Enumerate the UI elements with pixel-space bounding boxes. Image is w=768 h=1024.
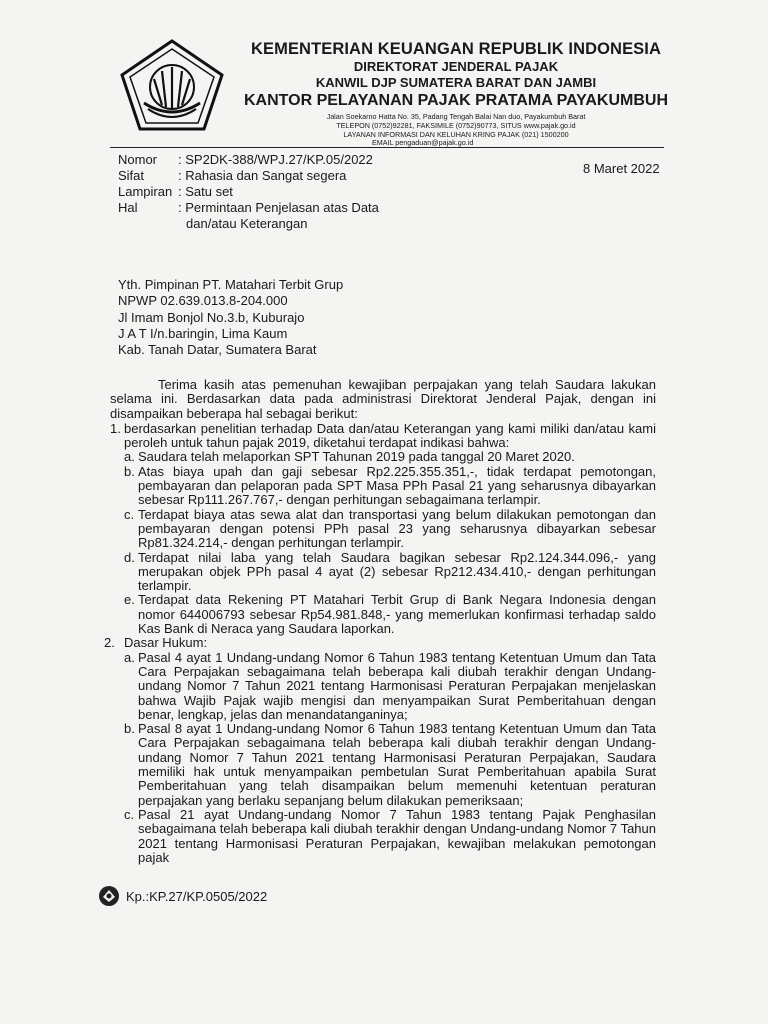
document-footer [98, 885, 267, 907]
directorate-title: DIREKTORAT JENDERAL PAJAK [353, 59, 559, 74]
recipient-name: Yth. Pimpinan PT. Matahari Terbit Grup [118, 277, 344, 292]
letterhead-divider [110, 147, 664, 148]
recipient-npwp: NPWP 02.639.013.8-204.000 [118, 293, 288, 309]
hal-value-cont: dan/atau Keterangan [186, 216, 308, 231]
intro-paragraph: Terima kasih atas pemenuhan kewajiban perpajakan yang telah Saudara lakukan selama ini. Berdasarkan data pada administrasi Direktorat Jenderal Pajak, dengan ini disampaikan beberapa hal sebagai berikut: [110, 377, 656, 421]
lampiran-value: : Satu set [178, 184, 233, 199]
lampiran-label: Lampiran [118, 184, 173, 199]
nomor-value: : SP2DK-388/WPJ.27/KP.05/2022 [178, 152, 373, 167]
letterhead [236, 40, 676, 139]
tax-office-title: KANTOR PELAYANAN PAJAK PRATAMA PAYAKUMBUH [243, 92, 669, 109]
recipient-area: J A T I/n.baringin, Lima Kaum [118, 325, 288, 341]
footer-code: Kp.:KP.27/KP.0505/2022 [126, 888, 268, 904]
kemenkeu-mark-icon [98, 885, 120, 907]
point-1e-text: Terdapat data Rekening PT Matahari Terbit Grup di Bank Negara Indonesia dengan nomor 644006793 sebesar Rp54.981.848,- yang memerlukan konfirmasi terhadap saldo Kas Bank di Neraca yang Saudara laporkan. [138, 592, 656, 637]
letter-date: 8 Maret 2022 [583, 161, 660, 176]
hal-label: Hal [118, 200, 138, 215]
point-1c-text: Terdapat biaya atas sewa alat dan transportasi yang belum dilakukan pemotongan dan pembayaran dengan potensi PPh pasal 23 yang seharusnya dibayarkan sebesar Rp81.324.214,- dengan perhitungan terlampir. [138, 506, 656, 551]
sub-letter: c. [124, 506, 135, 522]
sub-letter: a. [124, 649, 135, 665]
ministry-title: KEMENTERIAN KEUANGAN REPUBLIK INDONESIA [250, 40, 661, 58]
item-number: 2. [104, 635, 115, 651]
letter-body [104, 377, 656, 865]
point-2-text: Dasar Hukum: [124, 635, 208, 651]
point-2a-text: Pasal 4 ayat 1 Undang-undang Nomor 6 Tahun 1983 tentang Ketentuan Umum dan Tata Cara Perpajakan sebagaimana telah beberapa kali diubah terakhir dengan Undang-undang Nomor 7 Tahun 2021 tentang Harmonisasi Peraturan Perpajakan menjelaskan bahwa Wajib Pajak wajib mengisi dan menyampaikan Surat Pemberitahuan dengan benar, lengkap, jelas dan menandatanganinya; [138, 649, 656, 722]
point-2b-text: Pasal 8 ayat 1 Undang-undang Nomor 6 Tahun 1983 tentang Ketentuan Umum dan Tata Cara Perpajakan sebagaimana telah beberapa kali diubah terakhir dengan Undang-undang Nomor 7 Tahun 2021 tentang Harmonisasi Peraturan Perpajakan, Saudara memiliki hak untuk menyampaikan pembetulan Surat Pemberitahuan apabila Surat Pemberitahuan yang telah disampaikan belum memenuhi ketentuan peraturan perpajakan yang berlaku sepanjang belum dilakukan pemeriksaan; [138, 721, 656, 808]
sub-letter: b. [124, 463, 135, 479]
point-2c-text: Pasal 21 ayat Undang-undang Nomor 7 Tahun 1983 tentang Pajak Penghasilan sebagaimana telah beberapa kali diubah terakhir dengan Undang-undang Nomor 7 Tahun 2021 tentang Harmonisasi Peraturan Perpajakan, kewajiban melakukan pemotongan pajak [138, 806, 656, 865]
hal-value: : Permintaan Penjelasan atas Data [178, 200, 379, 215]
sifat-value: : Rahasia dan Sangat segera [178, 168, 347, 183]
address-line: Jalan Soekarno Hatta No. 35, Padang Tengah Balai Nan duo, Payakumbuh Barat [326, 112, 586, 121]
regional-office-title: KANWIL DJP SUMATERA BARAT DAN JAMBI [315, 75, 597, 90]
sub-letter: a. [124, 449, 135, 465]
point-1d-text: Terdapat nilai laba yang telah Saudara bagikan sebesar Rp2.124.344.096,- yang merupakan objek PPh pasal 4 ayat (2) sebesar Rp212.434.410,- dengan perhitungan terlampir. [138, 549, 656, 594]
ministry-emblem-icon [118, 37, 226, 133]
point-1-text: berdasarkan penelitian terhadap Data dan/atau Keterangan yang kami miliki dan/atau kami peroleh untuk tahun pajak 2019, diketahui terdapat indikasi bahwa: [124, 420, 656, 451]
email-line: EMAIL pengaduan@pajak.go.id [372, 138, 474, 147]
sub-letter: e. [124, 592, 135, 608]
item-number: 1. [110, 420, 121, 436]
sub-letter: c. [124, 806, 135, 822]
recipient-region: Kab. Tanah Datar, Sumatera Barat [118, 342, 317, 358]
point-1a-text: Saudara telah melaporkan SPT Tahunan 2019 pada tanggal 20 Maret 2020. [138, 449, 575, 465]
recipient-block [118, 277, 343, 358]
phone-line: TELEPON (0752)92281, FAKSIMILE (0752)90773, SITUS www.pajak.go.id [336, 121, 576, 130]
point-1b-text: Atas biaya upah dan gaji sebesar Rp2.225.355.351,-, tidak terdapat pemotongan, pembayaran dan pelaporan pada SPT Masa PPh Pasal 21 yang seharusnya dibayarkan sebesar Rp111.267.767,- dengan perhitungan sebagaimana terlampir. [138, 463, 656, 508]
service-line: LAYANAN INFORMASI DAN KELUHAN KRING PAJAK (021) 1500200 [343, 130, 569, 139]
sub-letter: d. [124, 549, 135, 565]
sifat-label: Sifat [118, 168, 145, 183]
sub-letter: b. [124, 721, 135, 737]
recipient-street: Jl Imam Bonjol No.3.b, Kuburajo [118, 309, 305, 325]
nomor-label: Nomor [118, 152, 158, 167]
letter-meta [118, 152, 446, 232]
